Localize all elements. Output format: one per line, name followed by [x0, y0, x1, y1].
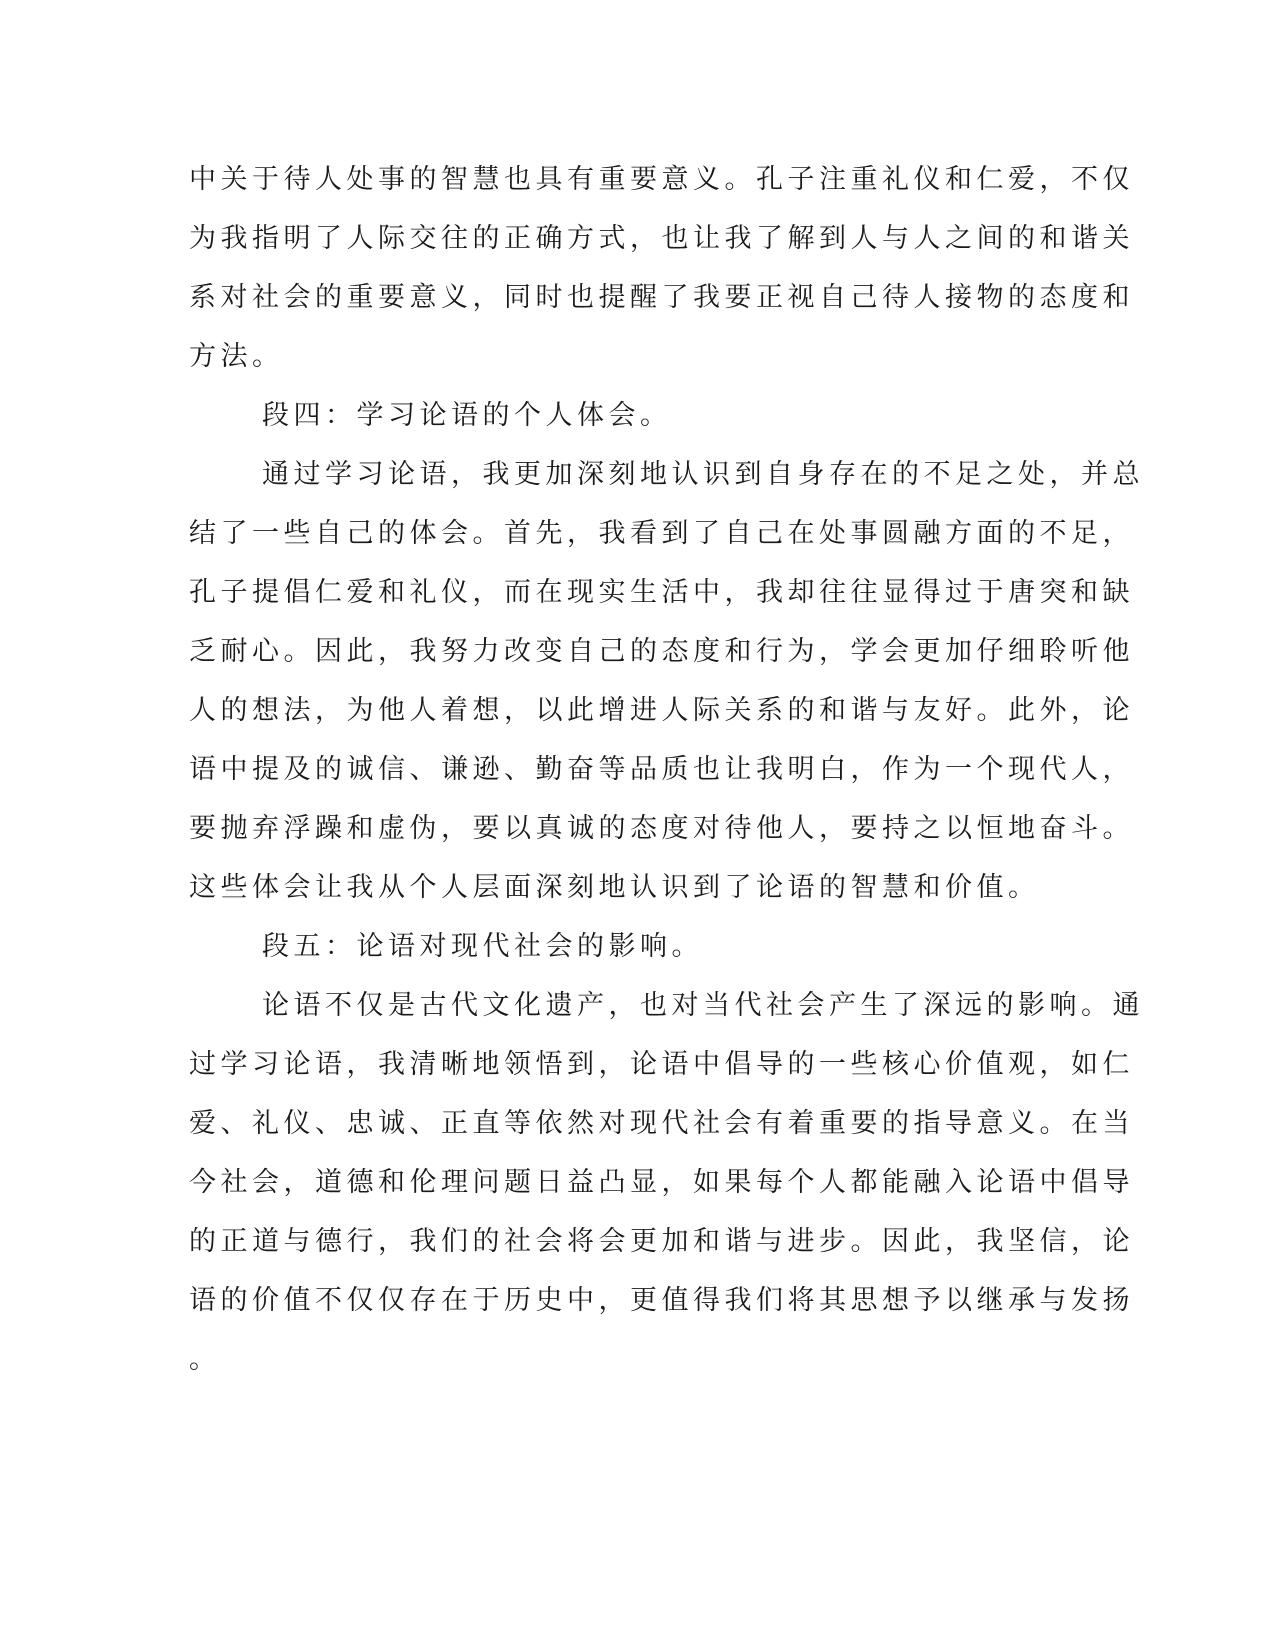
text-line: 。	[189, 1344, 221, 1375]
text-line: 爱、礼仪、忠诚、正直等依然对现代社会有着重要的指导意义。在当	[189, 1108, 1134, 1139]
text-line: 中关于待人处事的智慧也具有重要意义。孔子注重礼仪和仁爱，不仅	[189, 164, 1134, 195]
text-line: 人的想法，为他人着想，以此增进人际关系的和谐与友好。此外，论	[189, 695, 1134, 726]
text-line: 语中提及的诚信、谦逊、勤奋等品质也让我明白，作为一个现代人，	[189, 754, 1134, 785]
text-line: 论语不仅是古代文化遗产，也对当代社会产生了深远的影响。通	[262, 990, 1144, 1021]
text-line: 通过学习论语，我更加深刻地认识到自身存在的不足之处，并总	[262, 459, 1144, 490]
text-line: 乏耐心。因此，我努力改变自己的态度和行为，学会更加仔细聆听他	[189, 636, 1134, 667]
text-line: 要抛弃浮躁和虚伪，要以真诚的态度对待他人，要持之以恒地奋斗。	[189, 813, 1134, 844]
section-heading: 段四：学习论语的个人体会。	[262, 400, 672, 431]
text-line: 这些体会让我从个人层面深刻地认识到了论语的智慧和价值。	[189, 872, 1040, 903]
text-line: 为我指明了人际交往的正确方式，也让我了解到人与人之间的和谐关	[189, 223, 1134, 254]
text-line: 今社会，道德和伦理问题日益凸显，如果每个人都能融入论语中倡导	[189, 1167, 1134, 1198]
text-line: 的正道与德行，我们的社会将会更加和谐与进步。因此，我坚信，论	[189, 1226, 1134, 1257]
text-line: 过学习论语，我清晰地领悟到，论语中倡导的一些核心价值观，如仁	[189, 1049, 1134, 1080]
text-line: 系对社会的重要意义，同时也提醒了我要正视自己待人接物的态度和	[189, 282, 1134, 313]
text-line: 结了一些自己的体会。首先，我看到了自己在处事圆融方面的不足，	[189, 518, 1134, 549]
text-line: 语的价值不仅仅存在于历史中，更值得我们将其思想予以继承与发扬	[189, 1285, 1134, 1316]
text-line: 方法。	[189, 341, 284, 372]
text-line: 孔子提倡仁爱和礼仪，而在现实生活中，我却往往显得过于唐突和缺	[189, 577, 1134, 608]
section-heading: 段五：论语对现代社会的影响。	[262, 931, 703, 962]
